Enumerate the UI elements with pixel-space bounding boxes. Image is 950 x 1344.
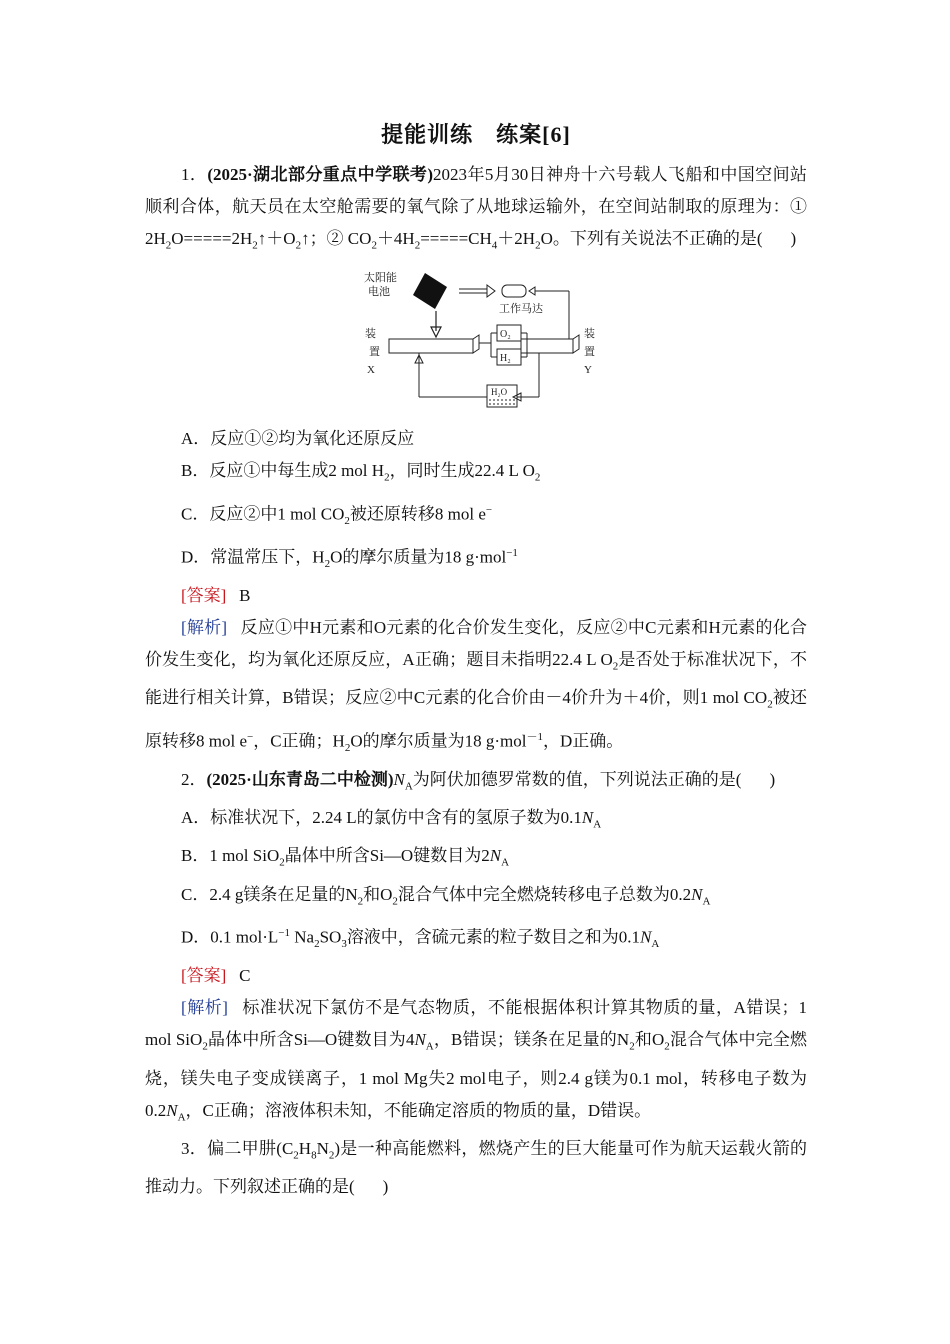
left-arrow-icon (529, 287, 535, 295)
device-x (389, 339, 473, 353)
solar-panel-icon (413, 273, 447, 309)
svg-text:置: 置 (584, 346, 595, 359)
solar-label-2: 电池 (368, 286, 390, 299)
motor-label: 工作马达 (499, 303, 543, 316)
question-1-analysis: [解析] 反应①中H元素和O元素的化合价发生变化，反应②中C元素和H元素的化合价发生变化，均为氧化还原反应，A正确；题目未指明22.4 L $O_2$是否处于标准状况下，不能进行相关计算，B错误；反应②中C元素的化合价由－4价升为＋4价，则1 mol $CO_2$被还原转移8 mol e−，C正确；$H_2O$的摩尔质量为18 g·mol$^{-1}$，D正确。 (145, 617, 807, 754)
question-2-stem: 2．(2025·山东青岛二中检测)$N_A$为阿伏加德罗常数的值，下列说法正确的是( ) (181, 769, 776, 793)
question-1-option-b: B．反应①中每生成2 mol $H_2$，同时生成22.4 L $O_2$ (181, 461, 541, 484)
document-page (145, 118, 807, 1203)
right-arrow-icon (487, 285, 495, 297)
question-2-option-b: B．1 mol SiO$_2$晶体中所含Si—O键数目为$2N_A$ (181, 846, 510, 869)
question-1-option-d: D．常温常压下，$H_2O$的摩尔质量为18 g·mol$^{-1}$ (181, 546, 518, 570)
question-1-stem: 1．(2025·湖北部分重点中学联考)2023年5月30日神舟十六号载人飞船和中国空间站顺利合体，航天员在太空舱需要的氧气除了从地球运输外，在空间站制取的原理为：① $2H_2O=====2H_2↑+O_2↑$；② $CO_2+4H_2=====CH_4+2H_2O$。下列有关说法不正确的是( ) (145, 165, 808, 252)
question-1-option-a: A．反应①②均为氧化还原反应 (181, 429, 415, 449)
question-1-option-c: C．反应②中1 mol $CO_2$被还原转移8 mol e− (181, 503, 493, 527)
page-title: 提能训练 练案[6] (381, 122, 571, 147)
question-2-option-a: A．标准状况下，2.24 L的氯仿中含有的氢原子数为$0.1N_A$ (181, 808, 602, 831)
svg-text:装: 装 (584, 328, 595, 341)
solar-label-1: 太阳能 (364, 272, 397, 285)
svg-text:H₂: H₂ (500, 353, 511, 365)
svg-text:H₂O: H₂O (491, 387, 508, 398)
device-y (521, 339, 573, 353)
question-1-figure (145, 267, 807, 417)
svg-text:X: X (367, 364, 375, 377)
apparatus-diagram (359, 267, 599, 417)
question-1-answer: [答案] B (181, 585, 251, 605)
svg-text:O₂: O₂ (500, 329, 511, 341)
question-2-option-d: D．0.1 $mol\cdot L^{-1}$ $Na_2SO_3$溶液中，含硫元素的粒子数目之和为$0.1N_A$ (181, 927, 660, 951)
question-2-analysis: [解析] 标准状况下氯仿不是气态物质，不能根据体积计算其物质的量，A错误；1 mol SiO$_2$晶体中所含Si—O键数目为$4N_A$，B错误；镁条在足量的$N_2$和$O_2$混合气体中完全燃烧，镁失电子变成镁离子，1 mol Mg失2 mol电子，则2.4 g镁为0.1 mol，转移电子数为$0.2N_A$，C正确；溶液体积未知，不能确定溶质的物质的量，D错误。 (145, 998, 808, 1124)
svg-text:装: 装 (365, 328, 376, 341)
question-2-option-c: C．2.4 g镁条在足量的$N_2$和$O_2$混合气体中完全燃烧转移电子总数为$0.2N_A$ (181, 884, 711, 908)
question-3-stem: 3．偏二甲肼$(C_2H_8N_2)$是一种高能燃料，燃烧产生的巨大能量可作为航天运载火箭的推动力。下列叙述正确的是( ) (145, 1139, 807, 1197)
question-2-answer: [答案] C (181, 966, 251, 986)
svg-text:置: 置 (369, 346, 380, 359)
motor-icon (502, 285, 526, 297)
svg-text:Y: Y (584, 364, 592, 377)
